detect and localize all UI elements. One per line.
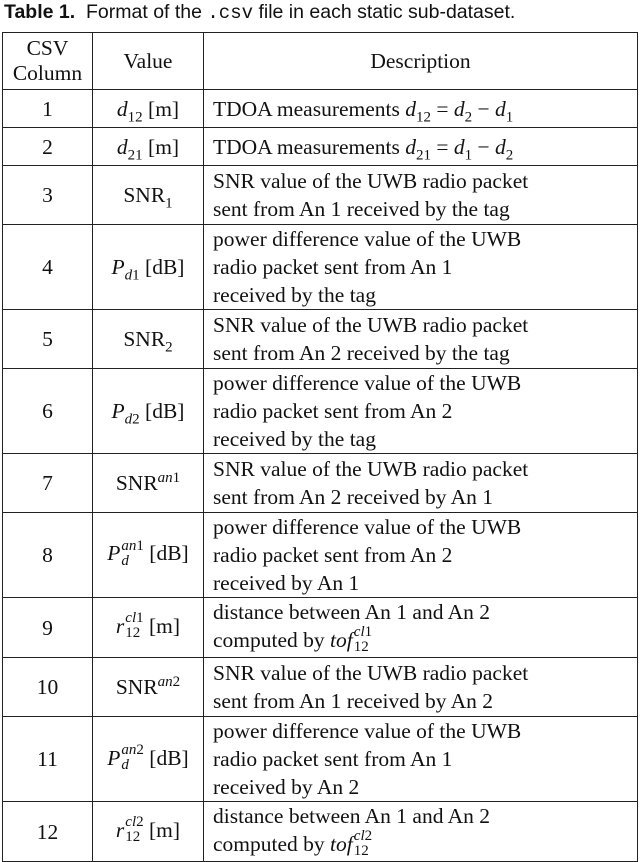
- text-segment: −: [472, 96, 496, 121]
- table-row: [3, 166, 638, 225]
- text-segment: computed by: [213, 832, 331, 857]
- csv-column-cell: 9: [3, 598, 93, 658]
- description-line: [213, 717, 631, 745]
- text-segment: =: [431, 96, 454, 121]
- text-segment: SNR value of the UWB radio packet: [213, 169, 529, 193]
- table-row: [3, 658, 638, 717]
- description-line: [213, 253, 631, 281]
- description-cell: [204, 90, 638, 128]
- table-row: [3, 802, 638, 862]
- description-line: [213, 569, 631, 597]
- math-expression: $d_1$: [453, 134, 473, 163]
- description-cell: [204, 513, 638, 598]
- value-cell: [93, 802, 204, 862]
- description-line: [213, 281, 631, 309]
- math-expression: $SNR^{an2}$: [115, 673, 181, 700]
- csv-column-cell: 12: [3, 802, 93, 862]
- table-caption: [4, 0, 515, 25]
- value-cell: [93, 369, 204, 454]
- math-expression: $P_{d2}$: [111, 399, 140, 428]
- description-line: [213, 626, 631, 657]
- description-cell: [204, 128, 638, 166]
- value-cell: [93, 128, 204, 166]
- text-segment: computed by: [213, 628, 331, 652]
- description-line: [213, 455, 631, 483]
- description-line: [213, 598, 631, 626]
- text-segment: radio packet sent from An 2: [213, 399, 453, 423]
- value-cell: [93, 598, 204, 658]
- table-row: [3, 369, 638, 454]
- description-cell: [204, 454, 638, 513]
- text-segment: power difference value of the UWB: [213, 719, 522, 744]
- text-segment: radio packet sent from An 1: [213, 255, 453, 279]
- description-line: [213, 339, 631, 367]
- text-segment: received by the tag: [213, 283, 376, 307]
- description-line: [213, 745, 631, 773]
- description-line: [213, 802, 631, 830]
- csv-column-cell: 7: [3, 454, 93, 513]
- description-cell: [204, 166, 638, 225]
- description-cell: [204, 225, 638, 310]
- value-cell: [93, 658, 204, 717]
- text-segment: TDOA measurements: [213, 96, 406, 121]
- text-segment: sent from An 2 received by An 1: [213, 485, 494, 509]
- math-expression: P an1 d: [107, 537, 144, 569]
- description-line: [213, 659, 631, 687]
- text-segment: sent from An 1 received by the tag: [213, 197, 510, 221]
- header-row: [3, 33, 638, 90]
- table-row: [3, 90, 638, 128]
- table-row: [3, 598, 638, 658]
- math-expression: $d_2$: [453, 96, 473, 125]
- description-line: [213, 225, 631, 253]
- text-segment: [m]: [142, 96, 180, 121]
- text-segment: radio packet sent from An 2: [213, 543, 453, 567]
- description-line: [213, 195, 631, 223]
- csv-column-cell: 11: [3, 717, 93, 802]
- text-segment: TDOA measurements: [213, 134, 406, 159]
- text-segment: [dB]: [139, 399, 185, 423]
- table-row: [3, 454, 638, 513]
- text-segment: power difference value of the UWB: [213, 515, 522, 539]
- text-segment: [m]: [143, 614, 181, 638]
- description-line: [213, 830, 631, 861]
- math-expression: r cl2 12: [115, 814, 144, 846]
- description-line: [213, 773, 631, 801]
- header-csv-line1: CSV: [26, 36, 69, 60]
- csv-column-cell: 2: [3, 128, 93, 166]
- csv-column-cell: 10: [3, 658, 93, 717]
- header-description: Description: [204, 33, 638, 90]
- table-row: [3, 225, 638, 310]
- caption-text-before: Format of the: [86, 1, 202, 23]
- value-cell: [93, 717, 204, 802]
- math-expression: $d_2$: [495, 134, 514, 163]
- description-line: [213, 369, 631, 397]
- caption-text-after: file in each static sub-dataset.: [258, 1, 516, 23]
- math-expression: $d_{12}$: [116, 96, 143, 125]
- table-row: [3, 717, 638, 802]
- text-segment: sent from An 1 received by An 2: [213, 689, 494, 714]
- math-expression: $d_{21}$: [116, 134, 143, 163]
- csv-column-cell: 4: [3, 225, 93, 310]
- value-cell: [93, 225, 204, 310]
- csv-column-cell: 1: [3, 90, 93, 128]
- text-segment: SNR value of the UWB radio packet: [213, 457, 529, 481]
- description-line: [213, 311, 631, 339]
- header-csv-column: [3, 33, 93, 90]
- text-segment: received by An 2: [213, 775, 360, 800]
- math-expression: $SNR^{an1}$: [115, 469, 181, 495]
- text-segment: power difference value of the UWB: [213, 371, 522, 395]
- table-row: [3, 128, 638, 166]
- math-expression: $d_{12}$: [405, 96, 432, 125]
- text-segment: −: [472, 134, 496, 159]
- value-cell: [93, 454, 204, 513]
- description-line: [213, 513, 631, 541]
- csv-column-cell: 3: [3, 166, 93, 225]
- value-cell: [93, 166, 204, 225]
- csv-column-cell: 5: [3, 310, 93, 369]
- table-row: [3, 513, 638, 598]
- text-segment: power difference value of the UWB: [213, 227, 522, 251]
- text-segment: [m]: [142, 134, 180, 159]
- text-segment: SNR value of the UWB radio packet: [213, 661, 529, 686]
- caption-label: Table 1.: [4, 1, 76, 23]
- math-expression: $d_{21}$: [405, 134, 432, 163]
- text-segment: [dB]: [143, 541, 189, 566]
- value-cell: [93, 310, 204, 369]
- text-segment: radio packet sent from An 1: [213, 747, 453, 772]
- text-segment: received by the tag: [213, 427, 376, 451]
- math-expression: $P_{d1}$: [111, 255, 140, 284]
- description-line: [213, 541, 631, 569]
- table-row: [3, 310, 638, 369]
- math-expression: $SNR_2$: [123, 327, 173, 356]
- text-segment: SNR value of the UWB radio packet: [213, 313, 529, 337]
- math-expression: tof cl2 12: [330, 828, 373, 860]
- text-segment: [dB]: [143, 745, 189, 770]
- text-segment: distance between An 1 and An 2: [213, 804, 491, 829]
- csv-column-cell: 8: [3, 513, 93, 598]
- value-cell: [93, 513, 204, 598]
- description-cell: [204, 369, 638, 454]
- math-expression: P an2 d: [107, 741, 144, 773]
- math-expression: $d_1$: [495, 96, 514, 125]
- description-cell: [204, 658, 638, 717]
- description-line: [213, 425, 631, 453]
- description-line: [213, 167, 631, 195]
- description-cell: [204, 598, 638, 658]
- text-segment: [m]: [143, 818, 181, 843]
- math-expression: tof cl1 12: [330, 624, 373, 656]
- math-expression: $SNR_1$: [123, 183, 173, 212]
- text-segment: distance between An 1 and An 2: [213, 600, 491, 624]
- math-expression: r cl1 12: [115, 610, 144, 642]
- text-segment: sent from An 2 received by the tag: [213, 341, 510, 365]
- description-line: [213, 687, 631, 715]
- description-line: [213, 397, 631, 425]
- text-segment: received by An 1: [213, 571, 360, 595]
- description-cell: [204, 717, 638, 802]
- description-cell: [204, 310, 638, 369]
- header-csv-line2: Column: [12, 61, 83, 85]
- caption-code: .csv: [207, 2, 254, 24]
- text-segment: [dB]: [139, 255, 185, 279]
- csv-column-cell: 6: [3, 369, 93, 454]
- header-value: Value: [93, 33, 204, 90]
- csv-format-table: [2, 32, 638, 862]
- value-cell: [93, 90, 204, 128]
- description-line: [213, 133, 631, 161]
- description-line: [213, 95, 631, 123]
- table-body: [3, 90, 638, 862]
- description-cell: [204, 802, 638, 862]
- description-line: [213, 483, 631, 511]
- text-segment: =: [431, 134, 454, 159]
